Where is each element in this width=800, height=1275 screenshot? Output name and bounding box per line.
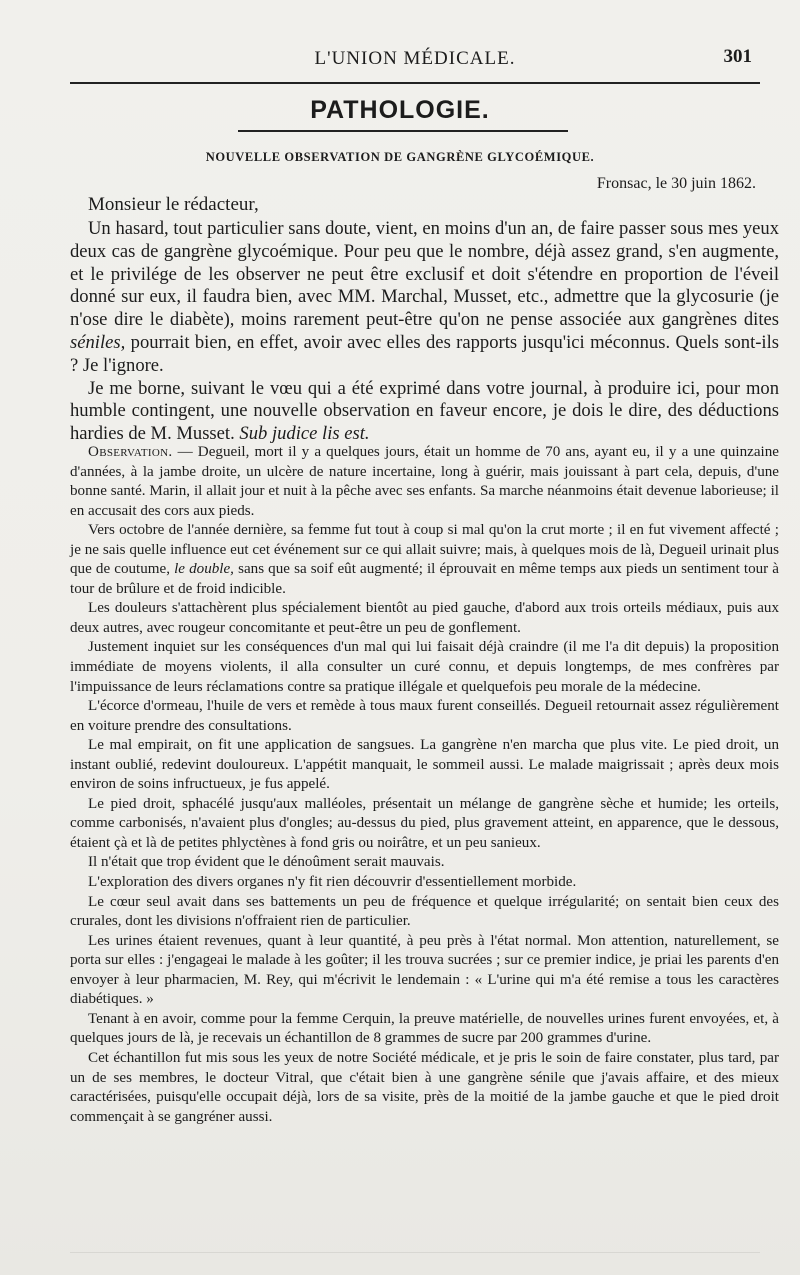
observation-paragraph: Il n'était que trop évident que le dénoûment serait mauvais. xyxy=(88,854,445,871)
salutation: Monsieur le rédacteur, xyxy=(88,194,259,215)
observation-p2-italic: le double, xyxy=(174,561,234,578)
letter-p1-italic: séniles, xyxy=(70,331,126,353)
section-rule xyxy=(238,130,568,132)
letter-p1-end: pourrait bien, en effet, avoir avec elles des rapports jusqu'ici méconnus. Quels sont-ils ? Je l'ignore. xyxy=(70,331,779,376)
observation-paragraph: Les douleurs s'attachèrent plus spécialement bientôt au pied gauche, d'abord aux trois orteils médiaux, puis aux deux autres, avec rougeur concomitante et peut-être un peu de gonflement. xyxy=(70,600,779,636)
observation-paragraph: Cet échantillon fut mis sous les yeux de notre Société médicale, et je pris le soin de faire constater, plus tard, par un de ses membres, le docteur Vitral, que c'était bien à une gangrène sénile que j'avais affaire, et des mieux caractérisées, puisqu'elle occupait déjà, lors de sa visite, près de la moitié de la jambe gauche et que le pied droit commençait à se gangréner aussi. xyxy=(70,1049,779,1125)
observation-paragraph: Le cœur seul avait dans ses battements un peu de fréquence et quelque irrégularité; on sentait bien ceux des crurales, dont les divisions n'offraient rien de particulier. xyxy=(70,893,779,930)
letter-paragraph xyxy=(70,218,779,378)
observation-paragraph xyxy=(70,443,779,521)
letter-body xyxy=(70,218,779,446)
observation-paragraph: Le pied droit, sphacélé jusqu'aux malléoles, présentait un mélange de gangrène sèche et humide; les orteils, comme carbonisés, n'avaient plus d'ongles; au-dessus du pied, plus gravement atteint, en apparence, que le dessous, étaient çà et là de petites phlyctènes à fond gris ou noirâtre, et un peu sanieux. xyxy=(70,795,779,851)
running-head xyxy=(70,46,760,76)
observation-paragraph: L'écorce d'ormeau, l'huile de vers et remède à tous maux furent conseillés. Degueil retournait assez régulièrement en voiture prendre des consultations. xyxy=(70,698,779,734)
observation-paragraph xyxy=(70,521,779,599)
observation-paragraph: Tenant à en avoir, comme pour la femme Cerquin, la preuve matérielle, de nouvelles urines furent envoyées, et, à quelques jours de là, je recevais un échantillon de 8 grammes de sucre par 200 grammes d'urine. xyxy=(70,1010,779,1047)
page-bottom-edge xyxy=(70,1252,760,1253)
running-title: L'UNION MÉDICALE. xyxy=(314,48,516,69)
letter-p1-text: Un hasard, tout particulier sans doute, vient, en moins d'un an, de faire passer sous mes yeux deux cas de gangrène glycoémique. Pour peu que le nombre, déjà assez grand, s'en augmente, et le privilége de les observer ne peut être exclusif et doit s'étendre en proportion de l'éveil donné sur eux, il faudra bien, avec MM. Marchal, Musset, etc., admettre que la glycosurie (je n'ose dire le diabète), moins rarement peut-être qu'on ne pense associée aux gangrènes dites xyxy=(70,218,779,331)
observation-paragraph: L'exploration des divers organes n'y fit rien découvrir d'essentiellement morbide. xyxy=(88,874,577,891)
article-title: NOUVELLE OBSERVATION DE GANGRÈNE GLYCOÉMIQUE. xyxy=(205,150,595,164)
observation-p2-start: Vers octobre de l'année dernière, sa femme fut tout à coup si mal qu'on la crut morte ; il en fut vivement affecté ; je ne sais quelle influence eut cet événement sur ce qui allait suivre; mais, à quelques mois de là, Degueil urinait plus que de coutume, xyxy=(70,522,779,578)
observation-paragraph: Les urines étaient revenues, quant à leur quantité, à peu près à l'état normal. Mon attention, naturellement, se porta sur elles : j'engageai le malade à les goûter; il les trouva sucrées ; sur ce premier indice, je priai les parents d'en envoyer à leur pharmacien, M. Rey, qui m'écrivit le lendemain : « L'urine qui m'a été remise a tous les caractères diabétiques. » xyxy=(70,932,779,1008)
observation-p1-text: — Degueil, mort il y a quelques jours, était un homme de 70 ans, ayant eu, il y a une quinzaine d'années, à la jambe droite, un ulcère de nature incertaine, long à guérir, mais jouissant à part cela, depuis, d'une bonne santé. Marin, il allait jour et nuit à la pêche avec ses enfants. Sa marche néanmoins était devenue laborieuse; il en accusait des cors aux pieds. xyxy=(70,444,779,519)
letter-p2-italic: Sub judice lis est. xyxy=(239,423,370,445)
letter-paragraph xyxy=(70,378,779,446)
observation-paragraph: Justement inquiet sur les conséquences d'un mal qui lui faisait déjà craindre (il me l'a dit depuis) la proposition immédiate de moyens violents, il alla consulter un curé connu, et depuis longtemps, de mes confrères par l'impuissance de leurs réclamations contre sa pratique illégale et quelquefois peu morale de la médecine. xyxy=(70,639,779,695)
observation-label: Observation. xyxy=(88,444,173,460)
observation-p2-end: sans que sa soif eût augmenté; il éprouvait en même temps aux pieds un sentiment tour à tour de brûlure et de froid indicible. xyxy=(70,561,779,597)
letter-p2-text: Je me borne, suivant le vœu qui a été exprimé dans votre journal, à produire ici, pour mon humble contingent, une nouvelle observation en faveur encore, je dois le dire, des déductions hardies de M. Musset. xyxy=(70,377,779,445)
header-rule xyxy=(70,82,760,84)
observation-paragraph: Le mal empirait, on fit une application de sangsues. La gangrène n'en marcha que plus vite. Le pied droit, un instant oublié, redevint douloureux. L'appétit manquait, le sommeil aussi. Le malade maigrissait ; après deux mois environ de soins infructueux, je fus appelé. xyxy=(70,737,779,793)
section-title: PATHOLOGIE. xyxy=(310,96,490,124)
page-number: 301 xyxy=(723,46,752,67)
observation-body xyxy=(70,443,779,1127)
dateline: Fronsac, le 30 juin 1862. xyxy=(596,175,756,192)
